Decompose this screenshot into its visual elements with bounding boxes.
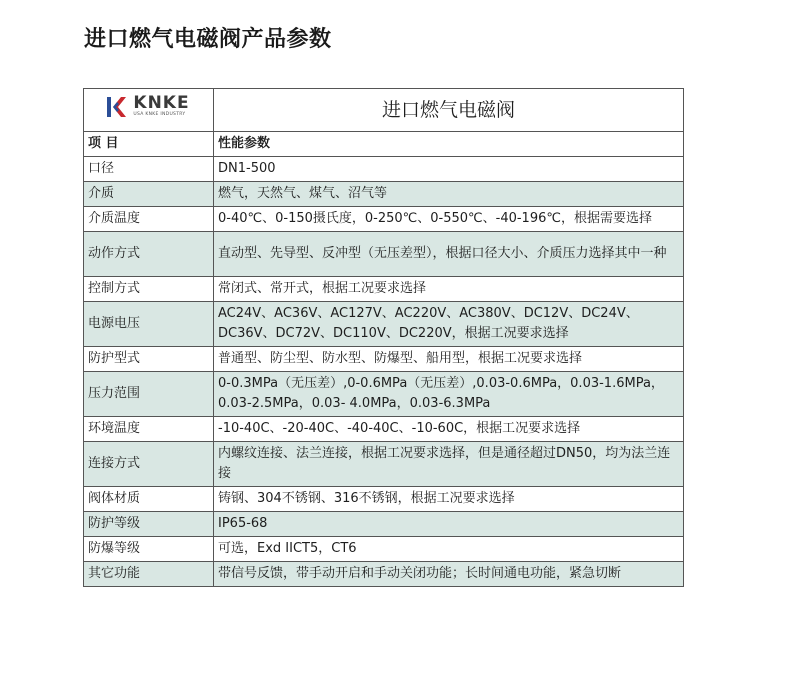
row-label: 其它功能 — [84, 562, 214, 587]
knke-logo-icon — [107, 96, 127, 118]
table-row — [84, 487, 684, 512]
table-row — [84, 207, 684, 232]
logo-subtitle: USA KNKE INDUSTRY — [133, 112, 186, 118]
row-value: 可选，Exd IICT5，CT6 — [214, 537, 684, 562]
row-value: 普通型、防尘型、防水型、防爆型、船用型，根据工况要求选择 — [214, 347, 684, 372]
product-name: 进口燃气电磁阀 — [214, 89, 684, 132]
row-label: 防爆等级 — [84, 537, 214, 562]
row-value: -10-40C、-20-40C、-40-40C、-10-60C，根据工况要求选择 — [214, 417, 684, 442]
table-header-row — [84, 89, 684, 132]
row-label: 控制方式 — [84, 277, 214, 302]
table-row — [84, 417, 684, 442]
knke-logo — [107, 95, 189, 118]
row-label: 防护等级 — [84, 512, 214, 537]
row-value: 0-40℃、0-150摄氏度，0-250℃、0-550℃、-40-196℃，根据需要选择 — [214, 207, 684, 232]
row-label: 压力范围 — [84, 372, 214, 417]
table-row — [84, 512, 684, 537]
logo-wordmark: KNKE — [133, 93, 190, 114]
row-label: 防护型式 — [84, 347, 214, 372]
table-row — [84, 372, 684, 417]
row-value: 燃气，天然气、煤气、沼气等 — [214, 182, 684, 207]
table-row — [84, 157, 684, 182]
row-value: IP65-68 — [214, 512, 684, 537]
row-label: 连接方式 — [84, 442, 214, 487]
page-title: 进口燃气电磁阀产品参数 — [84, 27, 332, 52]
table-row — [84, 182, 684, 207]
table-row — [84, 347, 684, 372]
row-label: 动作方式 — [84, 232, 214, 277]
column-header-row — [84, 132, 684, 157]
row-value: 常闭式、常开式，根据工况要求选择 — [214, 277, 684, 302]
spec-table — [83, 88, 684, 587]
row-value: 0-0.3MPa（无压差）,0-0.6MPa（无压差）,0.03-0.6MPa，0.03-1.6MPa，0.03-2.5MPa，0.03- 4.0MPa，0.03-6.3MPa — [214, 372, 684, 417]
column-header-param: 性能参数 — [214, 132, 684, 157]
row-value: 内螺纹连接、法兰连接，根据工况要求选择，但是通径超过DN50，均为法兰连接 — [214, 442, 684, 487]
column-header-item: 项 目 — [84, 132, 214, 157]
row-value: 铸钢、304不锈钢、316不锈钢，根据工况要求选择 — [214, 487, 684, 512]
row-label: 电源电压 — [84, 302, 214, 347]
row-value: 带信号反馈，带手动开启和手动关闭功能；长时间通电功能，紧急切断 — [214, 562, 684, 587]
table-row — [84, 302, 684, 347]
row-label: 环境温度 — [84, 417, 214, 442]
row-value: DN1-500 — [214, 157, 684, 182]
table-row — [84, 537, 684, 562]
table-row — [84, 277, 684, 302]
row-label: 介质 — [84, 182, 214, 207]
row-value: AC24V、AC36V、AC127V、AC220V、AC380V、DC12V、DC24V、DC36V、DC72V、DC110V、DC220V，根据工况要求选择 — [214, 302, 684, 347]
table-row — [84, 232, 684, 277]
row-label: 口径 — [84, 157, 214, 182]
logo-cell — [84, 89, 214, 132]
table-row — [84, 562, 684, 587]
row-value: 直动型、先导型、反冲型（无压差型），根据口径大小、介质压力选择其中一种 — [214, 232, 684, 277]
row-label: 介质温度 — [84, 207, 214, 232]
row-label: 阀体材质 — [84, 487, 214, 512]
table-row — [84, 442, 684, 487]
